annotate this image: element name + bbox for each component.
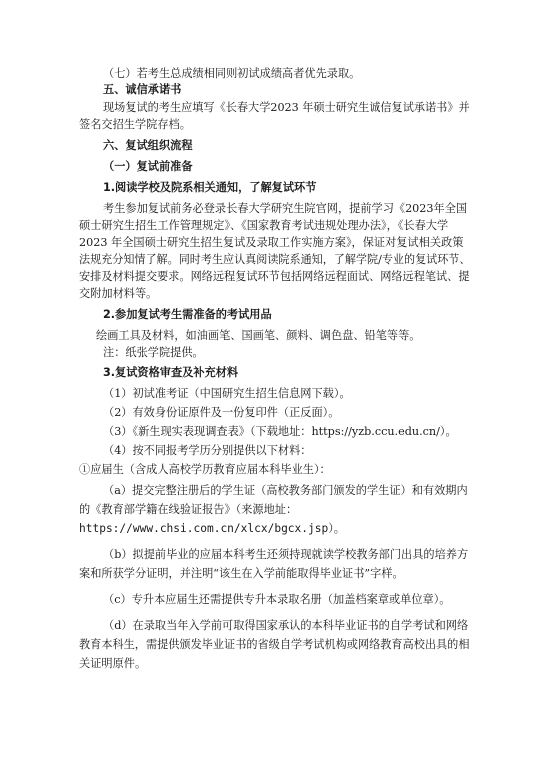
paragraph-line: （d）在录取当年入学前可取得国家承认的本科毕业证书的自学考试和网络	[103, 619, 469, 632]
list-item: （3）《新生现实表现调查表》（下载地址：https://yzb.ccu.edu.cn/）。	[103, 425, 457, 438]
list-item: （4）按不同报考学历分别提供以下材料：	[103, 444, 312, 457]
paragraph-line: 的《教育部学籍在线验证报告》（来源地址：	[79, 503, 298, 516]
section-5-heading: 五、诚信承诺书	[103, 83, 182, 96]
paragraph-line: 关证明原件。	[79, 657, 147, 670]
note-line: 注：纸张学院提供。	[103, 346, 204, 359]
list-item: （2）有效身份证原件及一份复印件（正反面）。	[103, 406, 340, 419]
paragraph-line: 案和所获学分证明，并注明“该生在入学前能取得毕业证书”字样。	[79, 567, 404, 580]
paragraph-line: 法规充分知情了解。同时考生应认真阅读院系通知，了解学院/专业的复试环节、	[79, 253, 471, 266]
paragraph-line: 考生参加复试前务必登录长春大学研究生院官网，提前学习《2023年全国	[103, 202, 468, 215]
paragraph-line: 教育本科生，需提供颁发毕业证书的省级自学考试机构或网络教育高校出具的相	[79, 638, 470, 651]
paragraph-line: 现场复试的考生应填写《长春大学2023 年硕士研究生诚信复试承诺书》并	[103, 101, 470, 114]
paragraph-line: （a）提交完整注册后的学生证（高校教务部门颁发的学生证）和有效期内	[103, 484, 468, 497]
item-3-heading: 3.复试资格审查及补充材料	[103, 366, 239, 379]
paragraph-line: 交附加材料等。	[79, 287, 158, 300]
paragraph-line: 2023 年全国硕士研究生招生复试及录取工作实施方案》，保证对复试相关政策	[79, 236, 464, 249]
list-item: （1）初试准考证（中国研究生招生信息网下载）。	[103, 387, 351, 400]
list-item: ①应届生（含成人高校学历教育应届本科毕业生）：	[79, 463, 331, 476]
paragraph-line: 硕士研究生招生工作管理规定》、《国家教育考试违规处理办法》，《长春大学	[79, 219, 449, 232]
paragraph-line: 绘画工具及材料，如油画笔、国画笔、颜料、调色盘、铅笔等等。	[96, 329, 421, 342]
paragraph-line: （b）拟提前毕业的应届本科考生还须持现就读学校教务部门出具的培养方	[103, 548, 469, 561]
paragraph-line: （c）专升本应届生还需提供专升本录取名册（加盖档案章或单位章）。	[103, 593, 451, 606]
paragraph-line: 签名交招生学院存档。	[79, 118, 191, 131]
item-1-heading: 1.阅读学校及院系相关通知，了解复试环节	[103, 181, 317, 194]
source-url: https://www.chsi.com.cn/xlcx/bgcx.jsp）。	[79, 522, 345, 535]
subsection-1-heading: （一）复试前准备	[103, 160, 193, 173]
paragraph-line: 安排及材料提交要求。网络远程复试环节包括网络远程面试、网络远程笔试、提	[79, 270, 470, 283]
item-2-heading: 2.参加复试考生需准备的考试用品	[103, 308, 272, 321]
section-6-heading: 六、复试组织流程	[103, 139, 193, 152]
clause-7-line: （七）若考生总成绩相同则初试成绩高者优先录取。	[103, 67, 361, 80]
